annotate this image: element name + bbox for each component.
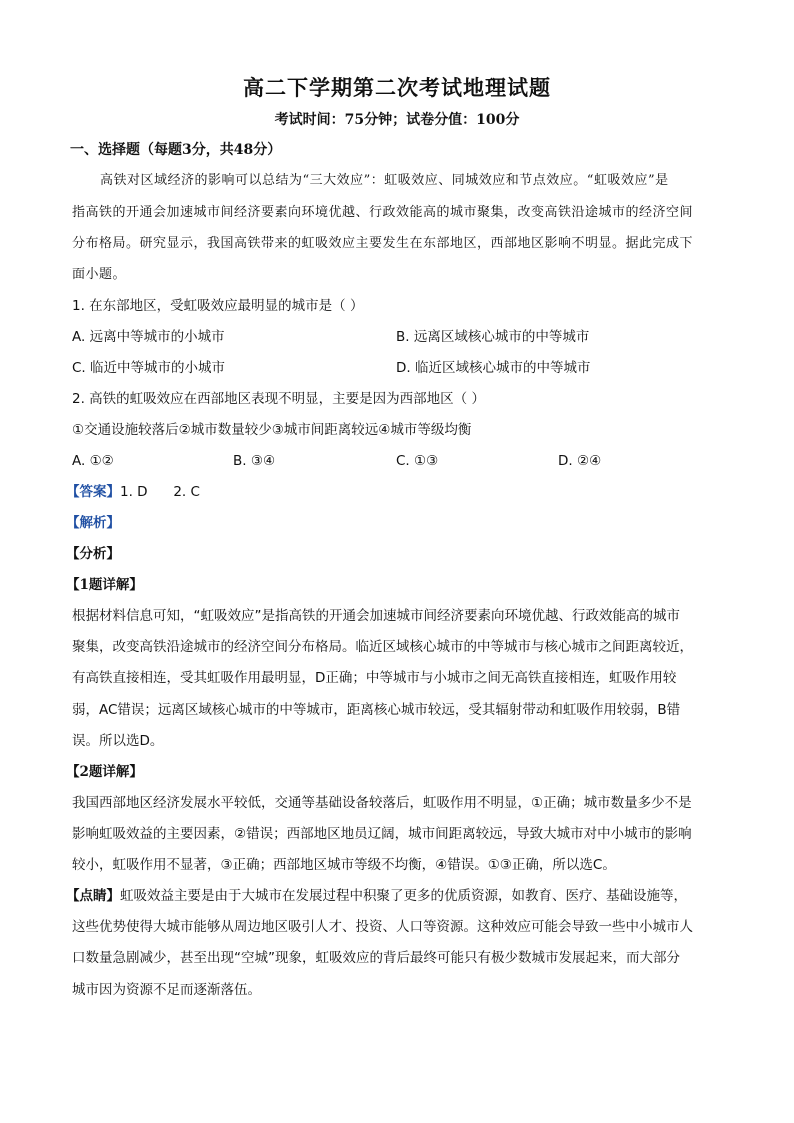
fenxi-tag: 【分析】 — [66, 546, 120, 562]
material-line-2: 指高铁的开通会加速城市间经济要素向环境优越、行政效能高的城市聚集，改变高铁沿途城市的经济空间 — [72, 205, 694, 220]
question-2-option-c: C. ①③ — [396, 453, 439, 469]
question-2-option-a: A. ①② — [72, 453, 114, 469]
question-1-option-a: A. 远离中等城市的小城市 — [72, 329, 225, 345]
question-1-stem: 1. 在东部地区，受虹吸效应最明显的城市是（ ） — [72, 298, 364, 314]
dianjing-line-3: 口数量急剧减少，甚至出现“空城”现象，虹吸效应的背后最终可能只有极少数城市发展起来，而大部分 — [72, 950, 680, 966]
q2-detail-line-3: 较小，虹吸作用不显著，③正确；西部地区城市等级不均衡，④错误。①③正确，所以选C。 — [72, 857, 616, 873]
question-1-option-d: D. 临近区域核心城市的中等城市 — [396, 360, 591, 376]
dianjing-line-2: 这些优势使得大城市能够从周边地区吸引人才、投资、人口等资源。这种效应可能会导致一些中小城市人 — [72, 919, 693, 935]
question-2-option-b: B. ③④ — [233, 453, 276, 469]
dianjing-text-1: 虹吸效益主要是由于大城市在发展过程中积聚了更多的优质资源，如教育、医疗、基础设施等， — [120, 888, 687, 904]
exam-info: 考试时间：75分钟；试卷分值：100分 — [274, 112, 520, 128]
material-line-3: 分布格局。研究显示，我国高铁带来的虹吸效应主要发生在东部地区，西部地区影响不明显。据此完成下 — [72, 236, 694, 251]
q2-detail-line-1: 我国西部地区经济发展水平较低，交通等基础设备较落后，虹吸作用不明显，①正确；城市数量多少不是 — [72, 795, 692, 811]
q1-detail-heading: 【1题详解】 — [66, 577, 143, 593]
answer-line — [66, 482, 726, 502]
answer-text: 1. D 2. C — [120, 484, 200, 500]
q1-detail-line-5: 误。所以选D。 — [72, 733, 164, 749]
material-line-4: 面小题。 — [72, 267, 127, 282]
q2-detail-heading: 【2题详解】 — [66, 764, 143, 780]
dianjing-tag: 【点睛】 — [66, 888, 120, 904]
analysis-tag: 【解析】 — [66, 515, 120, 531]
dianjing-line-1 — [66, 886, 726, 906]
q2-detail-line-2: 影响虹吸效益的主要因素，②错误；西部地区地员辽阔，城市间距离较远，导致大城市对中小城市的影响 — [72, 826, 692, 842]
question-2-option-d: D. ②④ — [558, 453, 602, 469]
answer-tag: 【答案】 — [66, 484, 120, 500]
section-heading: 一、选择题（每题3分，共48分） — [70, 142, 282, 158]
q1-detail-line-3: 有高铁直接相连，受其虹吸作用最明显，D正确；中等城市与小城市之间无高铁直接相连，虹吸作用较 — [72, 670, 677, 686]
question-1-option-c: C. 临近中等城市的小城市 — [72, 360, 226, 376]
question-1-option-b: B. 远离区域核心城市的中等城市 — [396, 329, 590, 345]
q1-detail-line-2: 聚集，改变高铁沿途城市的经济空间分布格局。临近区域核心城市的中等城市与核心城市之间距离较近， — [72, 639, 693, 655]
dianjing-line-4: 城市因为资源不足而逐渐落伍。 — [72, 982, 261, 998]
q1-detail-line-4: 弱，AC错误；远离区域核心城市的中等城市，距离核心城市较远，受其辐射带动和虹吸作用较弱，B错 — [72, 702, 681, 718]
question-2-stem: 2. 高铁的虹吸效应在西部地区表现不明显，主要是因为西部地区（ ） — [72, 391, 485, 407]
material-line-1: 高铁对区域经济的影响可以总结为“三大效应”：虹吸效应、同城效应和节点效应。“虹吸效应”是 — [100, 173, 669, 188]
page-title: 高二下学期第二次考试地理试题 — [243, 75, 551, 100]
q1-detail-line-1: 根据材料信息可知，“虹吸效应”是指高铁的开通会加速城市间经济要素向环境优越、行政效能高的城市 — [72, 608, 680, 624]
question-2-statements: ①交通设施较落后②城市数量较少③城市间距离较远④城市等级均衡 — [72, 422, 472, 438]
